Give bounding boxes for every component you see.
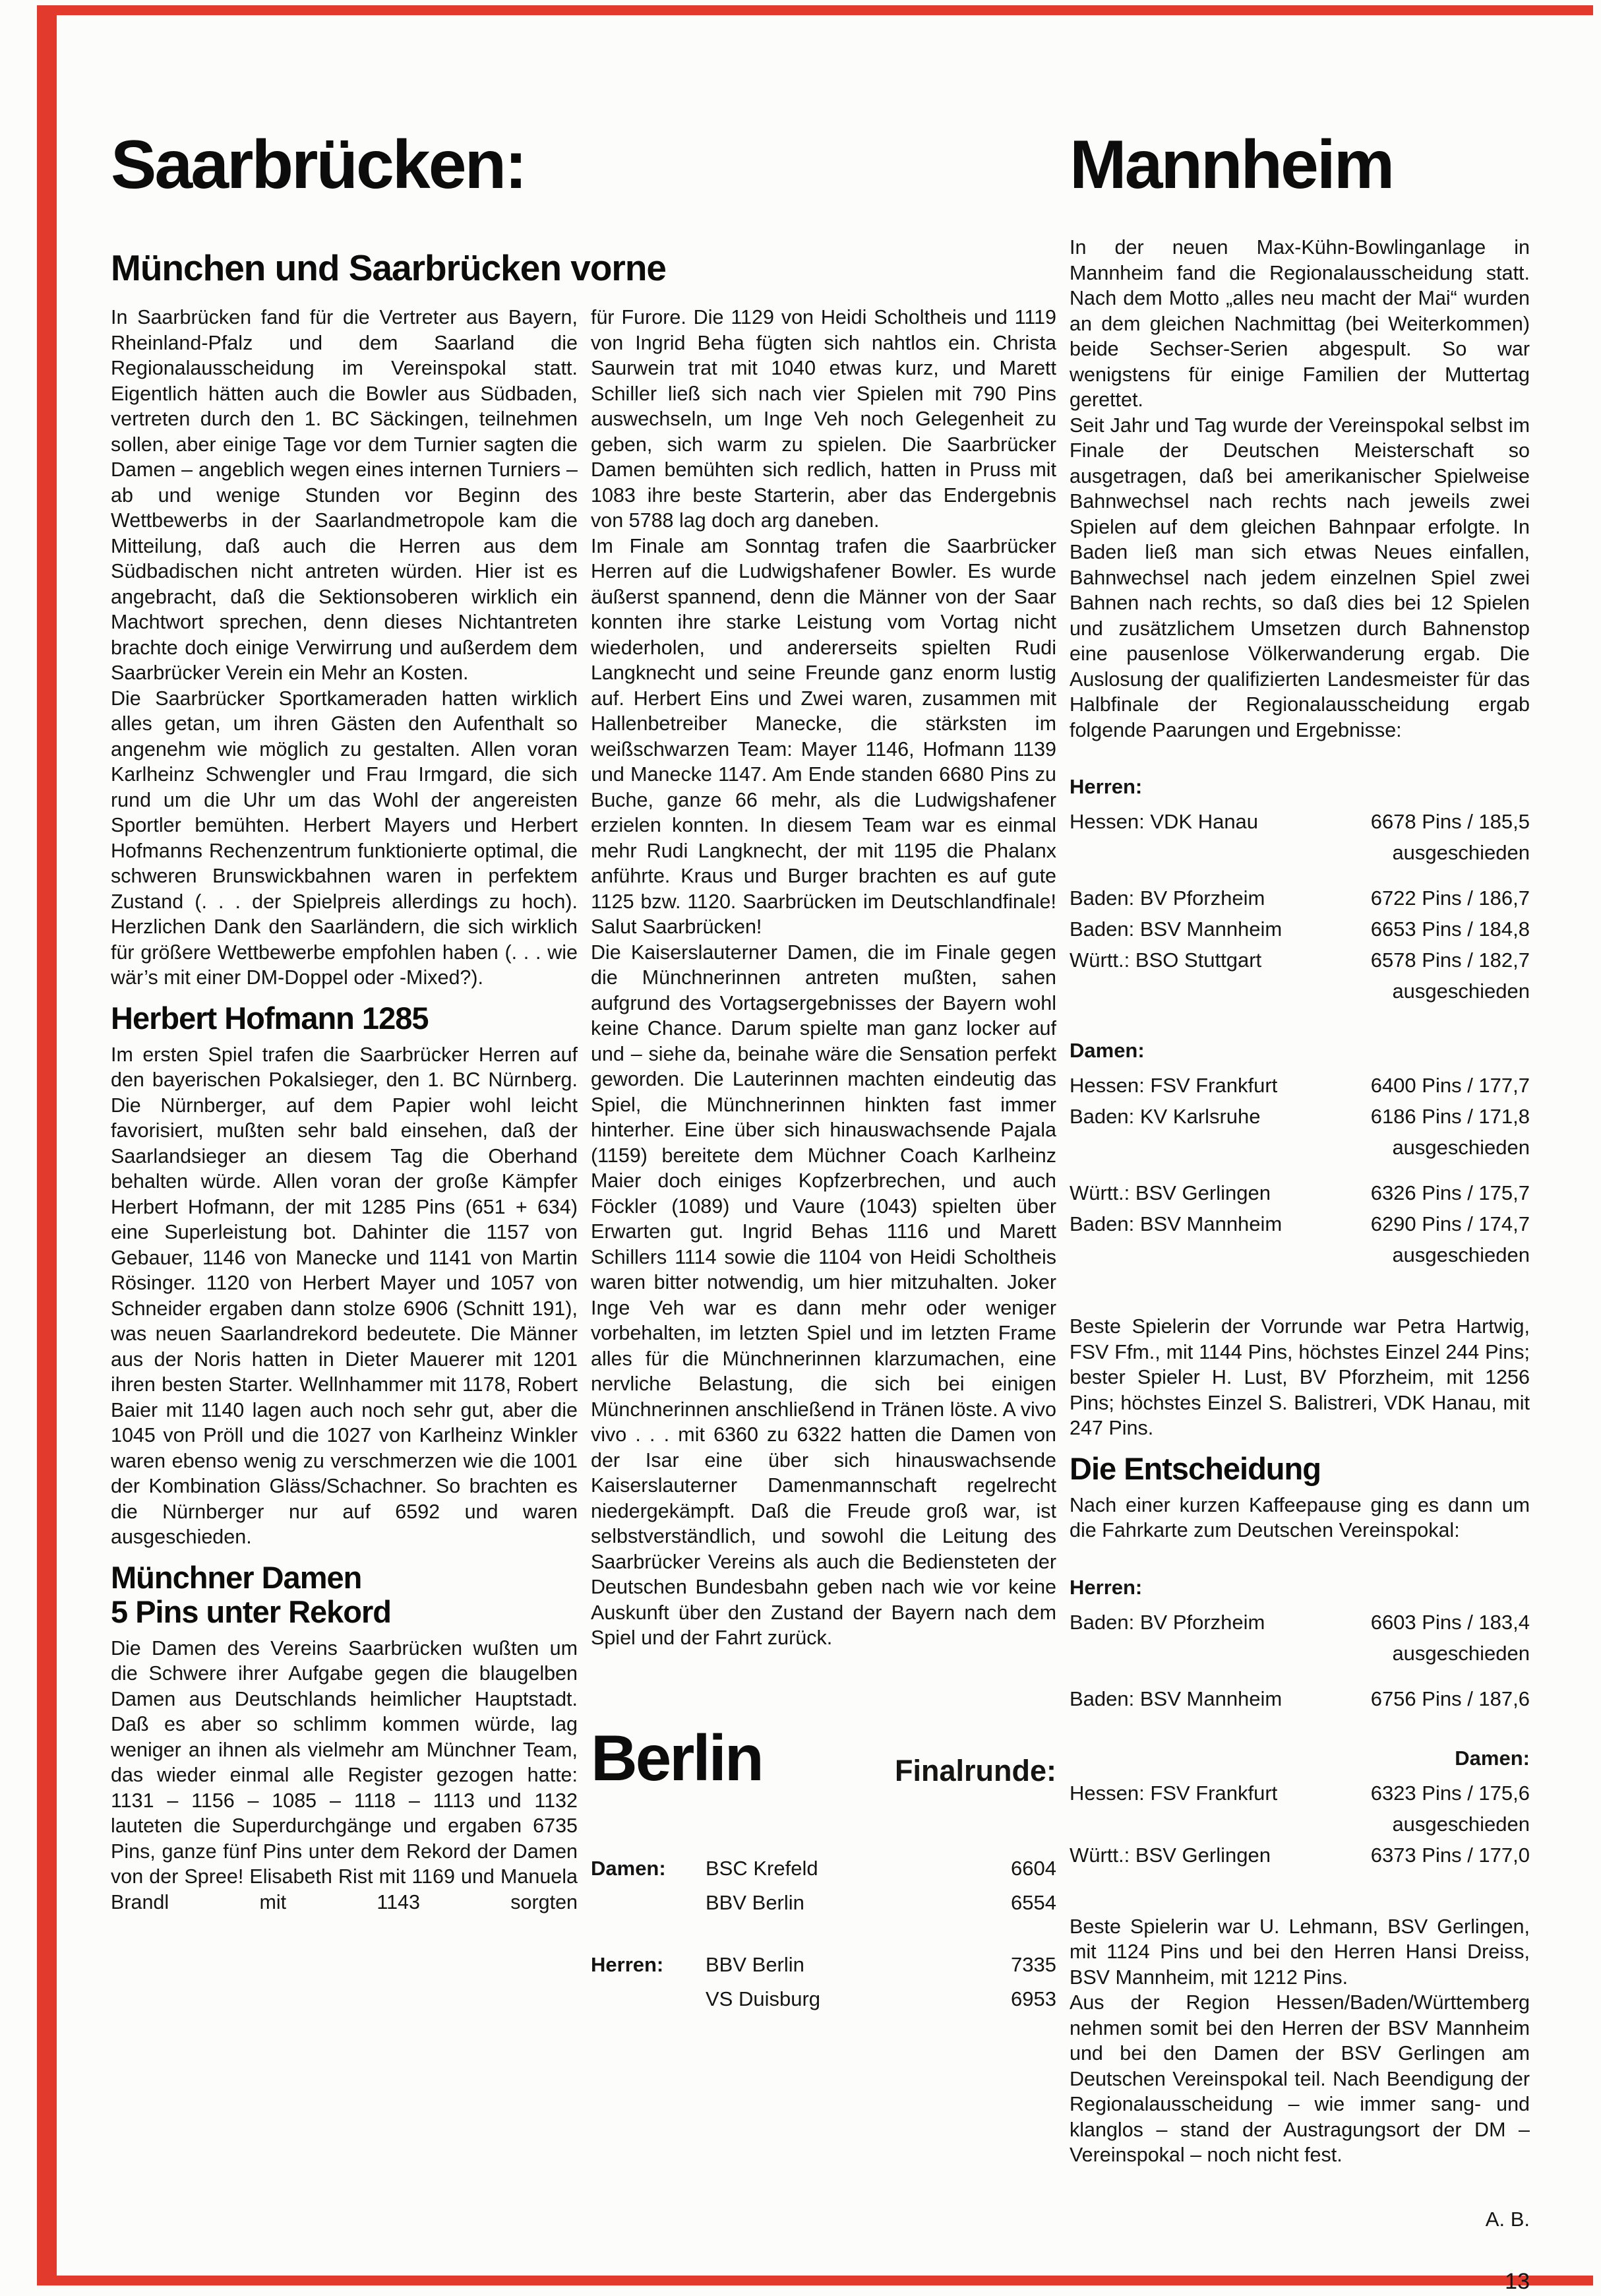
paragraph-best-finale: Beste Spielerin war U. Lehmann, BSV Gerlingen, mit 1124 Pins und bei den Herren Hansi Dreiss, BSV Mannheim, mit 1212 Pins.	[1070, 1915, 1530, 1989]
team-score: 6604	[1011, 1856, 1056, 1880]
result-row	[1070, 1778, 1530, 1809]
headline-mannheim: Mannheim	[1070, 127, 1393, 203]
team-score: 6400 Pins / 177,7	[1370, 1074, 1530, 1097]
team-score: 6323 Pins / 175,6	[1370, 1781, 1530, 1805]
heading-muenchner-damen-line2: 5 Pins unter Rekord	[111, 1594, 391, 1629]
team-name: Württ.: BSV Gerlingen	[1070, 1843, 1271, 1867]
team-score: 6326 Pins / 175,7	[1370, 1181, 1530, 1204]
result-row	[1070, 1070, 1530, 1101]
finalrunde-label: Finalrunde:	[895, 1754, 1056, 1787]
team-score: 6678 Pins / 185,5	[1370, 810, 1530, 833]
row-label	[591, 1982, 706, 2016]
paragraph-damen-rekord: Die Damen des Vereins Saarbrücken wußten um die Schwere ihrer Aufgabe gegen die blaugelben Damen aus Deutschlands heimlicher Hauptstadt. Daß es aber so schlimm kommen würde, lag weniger an ihnen als vielmehr am Münchner Team, das wieder einmal alle Register gezogen hatte: 1131 – 1156 – 1085 – 1118 – 1113 und 1132 lauteten die Superdurchgänge und ergaben 6735 Pins, ganze fünf Pins unter dem Rekord der Damen von der Spree! Elisabeth Rist mit 1169 und Manuela Brandl mit 1143 sorgten	[111, 1636, 578, 1913]
result-row	[1070, 1683, 1530, 1714]
team-name: BSC Krefeld	[706, 1856, 818, 1880]
result-row	[1070, 914, 1530, 945]
team-name: Baden: BV Pforzheim	[1070, 886, 1265, 910]
group-label-herren: Herren:	[1070, 1575, 1143, 1599]
semifinal-herren-results	[1070, 772, 1530, 1007]
decision-damen-results	[1070, 1743, 1530, 1871]
berlin-results-table	[591, 1851, 1056, 2016]
team-name: BBV Berlin	[706, 1952, 804, 1976]
result-row	[1070, 1177, 1530, 1208]
team-score: 6554	[1011, 1890, 1056, 1914]
paragraph-decision-intro: Nach einer kurzen Kaffeepause ging es dann um die Fahrkarte zum Deutschen Vereinspokal:	[1070, 1493, 1530, 1541]
eliminated-note: ausgeschieden	[1392, 1641, 1530, 1665]
team-name: Baden: KV Karlsruhe	[1070, 1105, 1261, 1128]
paragraph-finale-herren: Im Finale am Sonntag trafen die Saarbrücker Herren auf die Ludwigshafener Bowler. Es wurde äußerst spannend, denn die Männer von der Saar konnten ihre starke Leistung vom Vortag nicht wiederholen, und andererseits spielten Rudi Langknecht und seine Freunde ganz enorm lustig auf. Herbert Eins und Zwei waren, zusammen mit Hallenbetreiber Manecke, die stärksten im weißschwarzen Team: Mayer 1146, Hofmann 1139 und Manecke 1147. Am Ende standen 6680 Pins zu Buche, ganze 66 mehr, als die Ludwigshafener erzielen konnten. In diesem Team war es einmal mehr Rudi Langknecht, der mit 1195 die Phalanx anführte. Kraus und Burger brachten es auf gute 1125 bzw. 1120. Saarbrücken im Deutschlandfinale! Salut Saarbrücken!	[591, 534, 1056, 938]
team-score: 6578 Pins / 182,7	[1370, 948, 1530, 972]
paragraph-mannheim-modus: Seit Jahr und Tag wurde der Vereinspokal selbst im Finale der Deutschen Meisterschaft so ausgetragen, daß bei amerikanischer Spielweise Bahnwechsel nach rechts nach jeweils zwei Spielen auf dem gleichen Bahnpaar erfolgte. In Baden ließ man sich etwas Neues einfallen, Bahnwechsel nach jedem einzelnen Spiel zwei Bahnen nach rechts, so daß dies bei 12 Spielen und zusätzlichem Umsetzen durch Bahnenstop eine pausenlose Völkerwanderung ergab. Die Auslosung der qualifizierten Landesmeister für das Halbfinale der Regionalausscheidung ergab folgende Paarungen und Ergebnisse:	[1070, 414, 1530, 741]
result-row	[1070, 883, 1530, 914]
team-score: 6290 Pins / 174,7	[1370, 1212, 1530, 1235]
paragraph-intro: In Saarbrücken fand für die Vertreter aus Bayern, Rheinland-Pfalz und dem Saarland die Regionalausscheidung im Vereinspokal statt. Eigentlich hätten auch die Bowler aus Südbaden, vertreten durch den 1. BC Säckingen, teilnehmen sollen, aber einige Tage vor dem Turnier sagten die Damen – angeblich wegen eines internen Turniers – ab und wenige Stunden vor Beginn des Wettbewerbs in der Saarlandmetropole kam die Mitteilung, daß auch die Herren aus dem Südbadischen nicht antreten würden. Hier ist es angebracht, daß die Sektionsoberen wirklich ein Machtwort sprechen, denn dieses Nichtantreten brachte doch einige Verwirrung und außerdem dem Saarbrücker Verein ein Mehr an Kosten.	[111, 306, 578, 684]
table-row	[591, 1948, 1056, 1982]
semifinal-damen-results	[1070, 1036, 1530, 1270]
team-score: 6373 Pins / 177,0	[1370, 1843, 1530, 1867]
paragraph-hosts: Die Saarbrücker Sportkameraden hatten wirklich alles getan, um ihren Gästen den Aufenthalt so angenehm wie möglich zu gestalten. Allen voran Karlheinz Schwengler und Frau Irmgard, die sich rund um die Uhr um das Wohl der angereisten Sportler bemühten. Herbert Mayers und Herbert Hofmanns Rechenzentrum funktionierte optimal, die schweren Brunswickbahnen waren in perfektem Zustand (. . . der Spielpreis allerdings zu hoch). Herzlichen Dank den Saarländern, die sich wirklich für größere Wettbewerbe empfohlen haben (. . . wie wär’s mit einer DM-Doppel oder -Mixed?).	[111, 687, 578, 989]
row-label	[591, 1886, 706, 1920]
group-label-herren: Herren:	[1070, 775, 1143, 798]
team-name: BBV Berlin	[706, 1890, 804, 1914]
team-score: 6603 Pins / 183,4	[1370, 1610, 1530, 1634]
result-row	[1070, 806, 1530, 837]
eliminated-note: ausgeschieden	[1392, 1136, 1530, 1159]
paragraph-closing: Aus der Region Hessen/Baden/Württemberg nehmen somit bei den Herren der BSV Mannheim und bei den Damen der BSV Gerlingen am Deutschen Vereinspokal teil. Nach Beendigung der Regionalausscheidung – wie immer sang- und klanglos – stand der Austragungsort der DM – Vereinspokal – noch nicht fest.	[1070, 1991, 1530, 2166]
result-row	[1070, 1607, 1530, 1638]
team-name: VS Duisburg	[706, 1987, 821, 2010]
heading-die-entscheidung: Die Entscheidung	[1070, 1450, 1321, 1486]
page-border-top	[37, 5, 1593, 15]
column-3	[1070, 129, 1530, 2295]
team-name: Hessen: VDK Hanau	[1070, 810, 1259, 833]
subheadline-muenchen-saarbruecken: München und Saarbrücken vorne	[111, 247, 667, 288]
result-row	[1070, 1208, 1530, 1239]
decision-herren-results	[1070, 1572, 1530, 1714]
table-row	[591, 1886, 1056, 1920]
team-score: 7335	[1011, 1952, 1056, 1976]
headline-saarbruecken: Saarbrücken:	[111, 127, 526, 203]
group-label-damen: Damen:	[1455, 1746, 1530, 1770]
team-score: 6653 Pins / 184,8	[1370, 917, 1530, 941]
paragraph-finale-damen: Die Kaiserslauterner Damen, die im Finale gegen die Münchnerinnen antreten mußten, sahen aufgrund des Vortagsergebnisses der Bayern wohl keine Chance. Darum spielte man ganz locker auf und – siehe da, beinahe wäre die Sensation perfekt geworden. Die Lauterinnen machten eindeutig das Spiel, die Münchnerinnen hinkten fast immer hinterher. Eine über sich hinauswachsende Pajala (1159) bereitete dem Müchner Coach Karlheinz Maier doch einiges Kopfzerbrechen, und auch Föckler (1089) und Vaure (1043) spielten über Erwarten gut. Ingrid Behas 1116 und Marett Schillers 1114 sowie die 1104 von Heidi Scholtheis waren bitter notwendig, um hier mitzuhalten. Joker Inge Veh war es dann mehr oder weniger vorbehalten, im letzten Spiel und im letzten Frame alles für die Münchnerinnen klarzumachen, eine nervliche Belastung, die sich bei einigen Münchnerinnen anschließend in Tränen löste. A vivo vivo . . . mit 6360 zu 6322 hatten die Damen von der Isar eine über sich hinauswachsende Kaiserslauterner Damenmannschaft regelrecht niedergekämpft. Daß die Freude groß war, ist selbstverständlich, und sowohl die Leitung des Saarbrücker Vereins als auch die Bediensteten der Deutschen Bundesbahn geben nach wie vor keine Auskunft über den Zustand der Bayern nach dem Spiel und der Fahrt zurück.	[591, 941, 1056, 1649]
team-name: Baden: BSV Mannheim	[1070, 917, 1283, 941]
heading-muenchner-damen-line1: Münchner Damen	[111, 1559, 362, 1595]
paragraph-damen-furore: für Furore. Die 1129 von Heidi Scholtheis und 1119 von Ingrid Beha fügten sich nahtlos ein. Christa Saurwein trat mit 1040 etwas kurz, und Marett Schiller ließ sich nach vier Spielen mit 790 Pins auswechseln, um Inge Veh noch Gelegenheit zu geben, sich warm zu spielen. Die Saarbrücker Damen bemühten sich redlich, hatten in Pruss mit 1083 ihre beste Starterin, aber das Endergebnis von 5788 lag doch arg daneben.	[591, 306, 1056, 532]
row-label: Damen:	[591, 1856, 666, 1880]
paragraph-herren-spiel: Im ersten Spiel trafen die Saarbrücker Herren auf den bayerischen Pokalsieger, den 1. BC Nürnberg. Die Nürnberger, auf dem Papier wohl leicht favorisiert, mußten sehr bald einsehen, daß der Saarlandsieger an diesem Tag die Oberhand behalten würde. Allen voran der große Kämpfer Herbert Hofmann, der mit 1285 Pins (651 + 634) eine Superleistung bot. Dahinter die 1157 von Gebauer, 1146 von Manecke und 1141 von Martin Rösinger. 1120 von Herbert Mayer und 1057 von Schneider ergaben dann stolze 6906 (Schnitt 191), was neuen Saarlandrekord bedeutete. Die Männer aus der Noris hatten in Dieter Mauerer mit 1201 ihren besten Starter. Wellnhammer mit 1178, Robert Baier mit 1140 lagen auch noch sehr gut, aber die 1045 von Pröll und die 1027 von Karlheinz Winkler waren ebenso wenig zu verschmerzen wie die 1001 der Kombination Gläss/Schachner. So brachten es die Nürnberger nur auf 6592 und waren ausgeschieden.	[111, 1043, 578, 1548]
heading-herbert-hofmann: Herbert Hofmann 1285	[111, 1000, 429, 1036]
table-row	[591, 1851, 1056, 1886]
heading-muenchner-damen	[111, 1561, 578, 1629]
eliminated-note: ausgeschieden	[1392, 1243, 1530, 1266]
headline-berlin: Berlin	[591, 1721, 762, 1794]
result-row	[1070, 1101, 1530, 1132]
author-initials: A. B.	[1485, 2207, 1530, 2231]
column-1	[111, 305, 578, 1915]
berlin-section-header	[591, 1721, 1056, 1794]
team-name: Hessen: FSV Frankfurt	[1070, 1781, 1278, 1805]
row-label: Herren:	[591, 1952, 664, 1976]
team-name: Baden: BSV Mannheim	[1070, 1687, 1283, 1710]
team-name: Baden: BSV Mannheim	[1070, 1212, 1283, 1235]
eliminated-note: ausgeschieden	[1392, 1812, 1530, 1836]
paragraph-mannheim-intro: In der neuen Max-Kühn-Bowlinganlage in Mannheim fand die Regionalausscheidung statt. Nach dem Motto „alles neu macht der Mai“ wurden an dem gleichen Nachmittag (bei Weiterkommen) beide Sechser-Serien abgespult. So war wenigstens für einige Familien der Muttertag gerettet.	[1070, 236, 1530, 411]
team-score: 6186 Pins / 171,8	[1370, 1105, 1530, 1128]
eliminated-note: ausgeschieden	[1392, 841, 1530, 864]
page-number: 13	[1505, 2268, 1530, 2294]
column-2	[591, 305, 1056, 2016]
team-score: 6756 Pins / 187,6	[1370, 1687, 1530, 1710]
result-row	[1070, 1840, 1530, 1871]
team-name: Württ.: BSV Gerlingen	[1070, 1181, 1271, 1204]
team-name: Hessen: FSV Frankfurt	[1070, 1074, 1278, 1097]
team-name: Württ.: BSO Stuttgart	[1070, 948, 1262, 972]
page-border-left	[37, 5, 57, 2277]
group-label-damen: Damen:	[1070, 1039, 1145, 1062]
table-spacer	[591, 1920, 1056, 1948]
team-score: 6953	[1011, 1987, 1056, 2010]
table-row	[591, 1982, 1056, 2016]
eliminated-note: ausgeschieden	[1392, 979, 1530, 1003]
team-name: Baden: BV Pforzheim	[1070, 1610, 1265, 1634]
result-row	[1070, 945, 1530, 976]
paragraph-best-vorrunde: Beste Spielerin der Vorrunde war Petra Hartwig, FSV Ffm., mit 1144 Pins, höchstes Einzel 244 Pins; bester Spieler H. Lust, BV Pforzheim, mit 1256 Pins; höchstes Einzel S. Balistreri, VDK Hanau, mit 247 Pins.	[1070, 1315, 1530, 1439]
team-score: 6722 Pins / 186,7	[1370, 886, 1530, 910]
